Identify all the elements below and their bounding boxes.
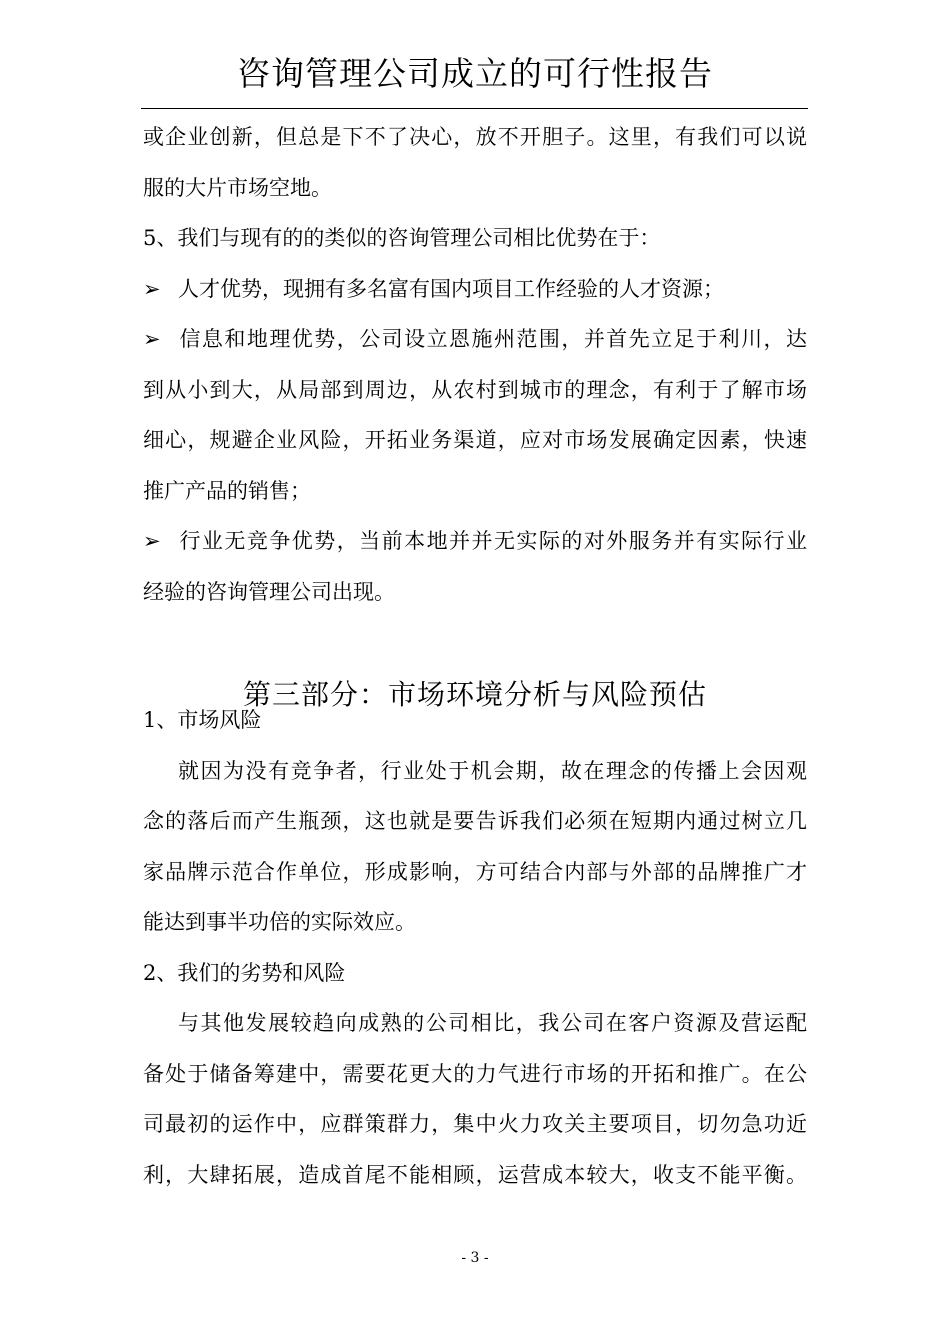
- bullet-text: 信息和地理优势，公司设立恩施州范围，并首先立足于利川，达: [178, 327, 807, 351]
- subsection-heading: 1、市场风险: [143, 708, 262, 732]
- item-heading: 5、我们与现有的的类似的咨询管理公司相比优势在于：: [143, 226, 661, 250]
- arrow-bullet-icon: ➢: [143, 327, 161, 351]
- document-title: 咨询管理公司成立的可行性报告: [237, 54, 713, 93]
- subsection-heading: 2、我们的劣势和风险: [143, 960, 346, 985]
- paragraph-line: 家品牌示范合作单位，形成影响，方可结合内部与外部的品牌推广才: [143, 859, 807, 884]
- bullet-item: [143, 516, 807, 567]
- arrow-bullet-icon: ➢: [143, 529, 161, 553]
- bullet-item: [143, 264, 807, 315]
- paragraph-line: 经验的咨询管理公司出现。: [143, 579, 395, 604]
- paragraph-line: 到从小到大，从局部到周边，从农村到城市的理念，有利于了解市场: [143, 377, 807, 402]
- paragraph-line: 能达到事半功倍的实际效应。: [143, 910, 416, 934]
- paragraph-line: 备处于储备筹建中，需要花更大的力气进行市场的开拓和推广。在公: [143, 1061, 807, 1086]
- paragraph-line: 细心，规避企业风险，开拓业务渠道，应对市场发展确定因素，快速: [143, 428, 807, 452]
- section-title: 第三部分：市场环境分析与风险预估: [242, 678, 707, 711]
- bullet-item: [143, 314, 807, 365]
- paragraph-line: 服的大片市场空地。: [143, 175, 332, 200]
- arrow-bullet-icon: ➢: [143, 276, 161, 301]
- paragraph-line: 念的落后而产生瓶颈，这也就是要告诉我们必须在短期内通过树立几: [143, 809, 807, 833]
- document-body: [143, 112, 807, 1200]
- paragraph-line: 与其他发展较趋向成熟的公司相比，我公司在客户资源及营运配: [178, 1011, 807, 1035]
- header-divider: [141, 108, 808, 109]
- paragraph-line: 或企业创新，但总是下不了决心，放不开胆子。这里，有我们可以说: [143, 125, 807, 149]
- bullet-text: 行业无竞争优势，当前本地并并无实际的对外服务并有实际行业: [178, 529, 807, 553]
- paragraph-line: 司最初的运作中，应群策群力，集中火力攻关主要项目，切勿急功近: [143, 1112, 807, 1136]
- paragraph-line: 利，大肆拓展，造成首尾不能相顾，运营成本较大，收支不能平衡。: [143, 1162, 807, 1187]
- paragraph-line: 推广产品的销售；: [143, 478, 311, 503]
- page-number: - 3 -: [461, 1250, 489, 1266]
- paragraph-line: 就因为没有竞争者，行业处于机会期，故在理念的传播上会因观: [178, 758, 807, 783]
- bullet-text: 人才优势，现拥有多名富有国内项目工作经验的人才资源；: [178, 276, 724, 301]
